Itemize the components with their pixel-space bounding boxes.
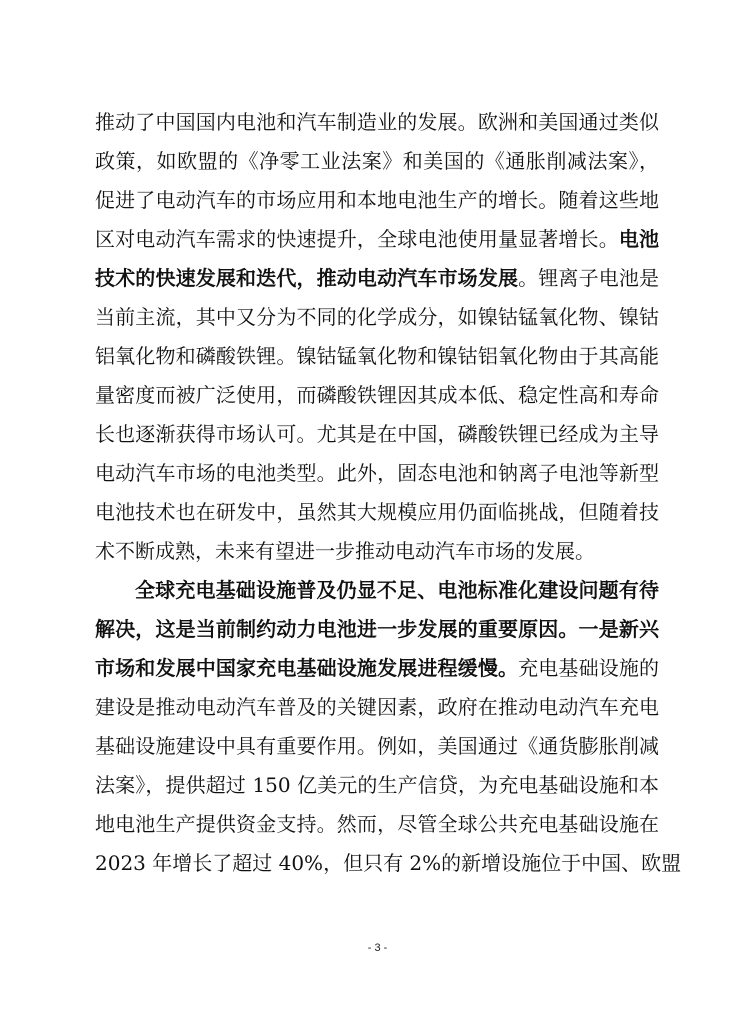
bold-text-run: 技术的快速发展和迭代，推动电动汽车市场发展 — [95, 266, 519, 290]
text-line — [95, 610, 659, 649]
text-line — [95, 766, 659, 805]
text-line — [95, 493, 659, 532]
text-run: 区对电动汽车需求的快速提升，全球电池使用量显著增长。 — [95, 227, 619, 251]
text-run: 电动汽车市场的电池类型。此外，固态电池和钠离子电池等新型 — [95, 461, 659, 485]
text-run: 法案》，提供超过 150 亿美元的生产信贷，为充电基础设施和本 — [95, 773, 659, 797]
text-run: 充电基础设施的 — [518, 656, 660, 680]
text-run: 地电池生产提供资金支持。然而，尽管全球公共充电基础设施在 — [95, 812, 659, 836]
text-run: 量密度而被广泛使用，而磷酸铁锂因其成本低、稳定性高和寿命 — [95, 383, 659, 407]
text-line — [95, 103, 659, 142]
text-run: 促进了电动汽车的市场应用和本地电池生产的增长。随着这些地 — [95, 188, 659, 212]
text-line — [95, 532, 659, 571]
text-run: 。锂离子电池是 — [518, 266, 660, 290]
text-line — [95, 298, 659, 337]
text-line — [95, 571, 659, 610]
body-text — [95, 103, 682, 883]
text-run: 电池技术也在研发中，虽然其大规模应用仍面临挑战，但随着技 — [95, 500, 659, 524]
text-line — [95, 220, 659, 259]
text-run: 铝氧化物和磷酸铁锂。镍钴锰氧化物和镍钴铝氧化物由于其高能 — [95, 344, 659, 368]
bold-text-run: 解决，这是当前制约动力电池进一步发展的重要原因。一是新兴 — [95, 617, 659, 641]
text-run: 建设是推动电动汽车普及的关键因素，政府在推动电动汽车充电 — [95, 695, 659, 719]
text-line — [95, 454, 659, 493]
text-run: 长也逐渐获得市场认可。尤其是在中国，磷酸铁锂已经成为主导 — [95, 422, 659, 446]
bold-text-run: 全球充电基础设施普及仍显不足、电池标准化建设问题有待 — [135, 578, 659, 602]
text-run: 2023 年增长了超过 40%，但只有 2%的新增设施位于中国、欧盟 — [95, 851, 682, 875]
text-line — [95, 688, 659, 727]
text-line — [95, 337, 659, 376]
text-run: 术不断成熟，未来有望进一步推动电动汽车市场的发展。 — [95, 539, 595, 563]
text-line — [95, 805, 659, 844]
text-line — [95, 259, 659, 298]
text-line — [95, 649, 659, 688]
text-line — [95, 376, 659, 415]
bold-text-run: 电池 — [618, 227, 660, 251]
text-line — [95, 415, 659, 454]
text-line — [95, 142, 659, 181]
text-run: 推动了中国国内电池和汽车制造业的发展。欧洲和美国通过类似 — [95, 110, 659, 134]
bold-text-run: 市场和发展中国家充电基础设施发展进程缓慢。 — [95, 656, 519, 680]
page-number: - 3 - — [367, 942, 388, 954]
text-line — [95, 727, 659, 766]
text-run: 基础设施建设中具有重要作用。例如，美国通过《通货膨胀削减 — [95, 734, 659, 758]
text-line — [95, 181, 659, 220]
text-line — [95, 844, 682, 883]
text-run: 当前主流，其中又分为不同的化学成分，如镍钴锰氧化物、镍钴 — [95, 305, 659, 329]
text-run: 政策，如欧盟的《净零工业法案》和美国的《通胀削减法案》， — [95, 149, 659, 173]
